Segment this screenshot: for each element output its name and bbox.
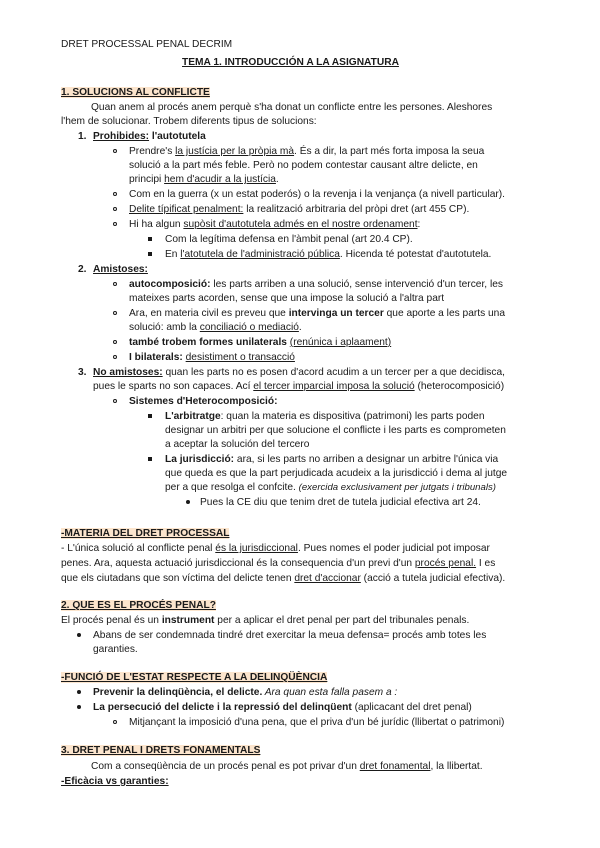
p2a-line-1: autocomposició: les parts arriben a una solució, sense intervenció d'un tercer, les — [129, 279, 503, 290]
hollow-bullet-icon — [113, 207, 117, 211]
filled-bullet-icon — [77, 705, 81, 709]
funcio-bullet-2: La persecució del delicte i la repressió del delinqüent (aplicacant del dret penal) — [93, 702, 472, 713]
solution-amistoses: Amistoses: — [93, 264, 148, 275]
hollow-bullet-icon — [113, 192, 117, 196]
s2-bullet-line-1: Abans de ser condemnada tindré dret exercitar la meua defensa= procés amb totes les — [93, 630, 487, 641]
materia-heading — [61, 527, 229, 540]
prohibides-rest: l'autotutela — [149, 131, 206, 142]
square-bullet-icon — [148, 457, 152, 461]
p2d-line: I bilaterals: desistiment o transacció — [129, 352, 295, 363]
p1a-line-2: solució a la part més feble. Però no podem contestar causant altre delicte, en — [129, 160, 478, 171]
hollow-bullet-icon — [113, 399, 117, 403]
hollow-bullet-icon — [113, 355, 117, 359]
p3-line-2: pues le sparts no son capaces. Ací el tercer imparcial imposa la solució (heterocomposició) — [93, 381, 505, 392]
p2a-line-2: mateixes parts acorden, sense que una impose la solució a l'altra part — [129, 293, 445, 304]
p1c-line: Delite típificat penalment: la realització arbitraria del pròpi dret (art 455 CP). — [129, 204, 470, 215]
jurisdiccio-line-2: que queda es que la part perjudicada acudeix a la jurisdicció i dema al jutge — [165, 468, 508, 479]
p2b-line-2: solució: amb la conciliació o mediació. — [129, 322, 302, 333]
p1d-line: Hi ha algun supòsit d'autotutela admés en el nostre ordenament: — [129, 219, 421, 230]
hollow-bullet-icon — [113, 149, 117, 153]
hollow-bullet-icon — [113, 340, 117, 344]
hollow-bullet-icon — [113, 311, 117, 315]
jurisdiccio-line-3: per a que resolga el confcite. (exercida exclusivament per jutgats i tribunals) — [165, 482, 496, 493]
section-2-title: 2. QUE ES EL PROCÉS PENAL? — [61, 600, 216, 611]
materia-line-1: - L'única solució al conflicte penal és la jurisdiccional. Pues nomes el poder judicial pot imposar — [61, 543, 490, 554]
p1a-line-1: Prendre's la justícia per la pròpia mà. És a dir, la part més forta imposa la seua — [129, 146, 485, 157]
filled-bullet-icon — [77, 690, 81, 694]
prohibides-label: Prohibides: — [93, 131, 150, 142]
funcio-sub-bullet: Mitjançant la imposició d'una pena, que el priva d'un bé jurídic (llibertat o patrimoni) — [129, 717, 505, 728]
hollow-bullet-icon — [113, 282, 117, 286]
s2-bullet-line-2: garanties. — [93, 644, 138, 655]
list-number-1: 1. — [78, 131, 87, 142]
arbitratge-line-2: designar un arbitri per que solucione el conflicte i les parts es comprometen — [165, 425, 506, 436]
filled-bullet-icon — [77, 633, 81, 637]
s3-subheading: -Eficàcia vs garanties: — [61, 776, 169, 787]
materia-title: -MATERIA DEL DRET PROCESSAL — [61, 528, 230, 539]
solution-no-amistoses: No amistoses: quan les parts no es posen d'acord acudim a un tercer per a que decidisca, — [93, 367, 505, 378]
section-3-heading — [61, 744, 260, 757]
section-1-title: 1. SOLUCIONS AL CONFLICTE — [61, 87, 210, 98]
solution-prohibides — [93, 130, 206, 143]
s3-line-1: Com a conseqüència de un procés penal es pot privar d'un dret fonamental, la llibertat. — [91, 761, 483, 772]
p3a-line: Sistemes d'Heterocomposició: — [129, 396, 278, 407]
filled-bullet-icon — [186, 500, 190, 504]
funcio-title: -FUNCIÓ DE L'ESTAT RESPECTE A LA DELINQÜÈNCIA — [61, 672, 328, 683]
s2-line-1: El procés penal és un instrument per a aplicar el dret penal per part del tribunales penals. — [61, 615, 470, 626]
p2b-line-1: Ara, en materia civil es preveu que intervinga un tercer que aporte a les parts una — [129, 308, 506, 319]
section-1-heading — [61, 86, 210, 99]
list-number-3: 3. — [78, 367, 87, 378]
section-3-title: 3. DRET PENAL I DRETS FONAMENTALS — [61, 745, 261, 756]
materia-line-3: que els ciutadans que son víctima del delicte tenen dret d'accionar (acció a tutela judicial efectiva). — [61, 573, 506, 584]
jurisdiccio-dot-line: Pues la CE diu que tenim dret de tutela judicial efectiva art 24. — [200, 497, 481, 508]
s1-intro-line-2: l'hem de solucionar. Trobem diferents tipus de solucions: — [61, 116, 317, 127]
list-number-2: 2. — [78, 264, 87, 275]
tema-title: TEMA 1. INTRODUCCIÓN A LA ASIGNATURA — [182, 57, 399, 68]
p1d-sub-1: Com la legítima defensa en l'àmbit penal (art 20.4 CP). — [165, 234, 413, 245]
arbitratge-line-3: a aceptar la solución del tercero — [165, 439, 310, 450]
arbitratge-line-1: L'arbitratge: quan la materia es dispositiva (patrimoni) les parts poden — [165, 411, 485, 422]
jurisdiccio-line-1: La jurisdicció: ara, si les parts no arriben a designar un arbitre l'única via — [165, 454, 499, 465]
p1d-sub-2: En l'atotutela de l'administració pública. Hicenda té potestat d'autotutela. — [165, 249, 492, 260]
p1a-line-3: principi hem d'acudir a la justícia. — [129, 174, 279, 185]
funcio-bullet-1: Prevenir la delinqüència, el delicte. Ara quan esta falla pasem a : — [93, 687, 398, 698]
hollow-bullet-icon — [113, 720, 117, 724]
square-bullet-icon — [148, 414, 152, 418]
square-bullet-icon — [148, 237, 152, 241]
materia-line-2: penes. Ara, aquesta actuació jurisdiccional és la consequencia d'un previ d'un procés penal. I es — [61, 558, 496, 569]
funcio-heading — [61, 671, 327, 684]
s1-intro-line-1: Quan anem al procés anem perquè s'ha donat un conflicte entre les persones. Aleshores — [91, 102, 493, 113]
p1b-line: Com en la guerra (x un estat poderós) o la revenja i la venjança (a nivell particular). — [129, 189, 505, 200]
square-bullet-icon — [148, 252, 152, 256]
p2c-line: també trobem formes unilaterals (renúnica i aplaament) — [129, 337, 392, 348]
document-header-title: DRET PROCESSAL PENAL DECRIM — [61, 39, 233, 50]
hollow-bullet-icon — [113, 222, 117, 226]
section-2-heading — [61, 599, 216, 612]
